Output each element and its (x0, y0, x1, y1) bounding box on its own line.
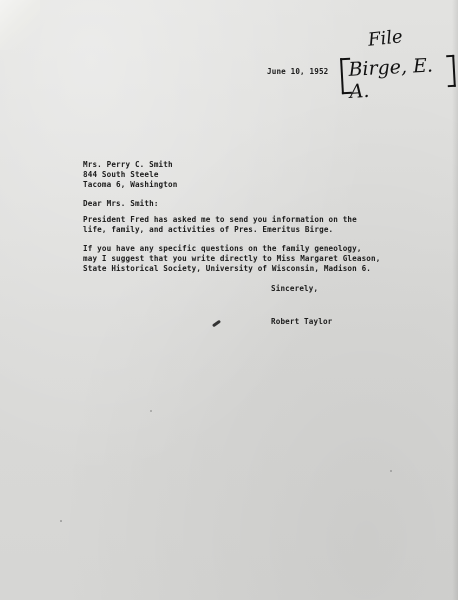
paragraph1-line: President Fred has asked me to send you information on the (83, 215, 357, 224)
handwritten-bracket-right (446, 55, 456, 87)
address-line-city: Tacoma 6, Washington (83, 180, 178, 189)
salutation: Dear Mrs. Smith: (83, 199, 159, 208)
paragraph1-line: life, family, and activities of Pres. Emeritus Birge. (83, 225, 334, 234)
ink-mark (212, 320, 221, 328)
handwritten-file-note: File (366, 26, 404, 51)
address-line-street: 844 South Steele (83, 170, 159, 179)
closing: Sincerely, (271, 284, 319, 293)
folded-corner (0, 0, 40, 50)
address-line-name: Mrs. Perry C. Smith (83, 160, 173, 169)
paragraph2-line: may I suggest that you write directly to Miss Margaret Gleason, (83, 254, 381, 263)
paper-speck (60, 520, 62, 522)
paper-speck (390, 470, 392, 472)
signature-name: Robert Taylor (271, 317, 333, 326)
handwritten-file-name: Birge, E. A. (347, 54, 434, 103)
paragraph2-line: If you have any specific questions on the family geneology, (83, 244, 362, 253)
letter-date: June 10, 1952 (267, 67, 329, 76)
paper-speck (150, 410, 152, 412)
paragraph2-line: State Historical Society, University of Wisconsin, Madison 6. (83, 264, 372, 273)
